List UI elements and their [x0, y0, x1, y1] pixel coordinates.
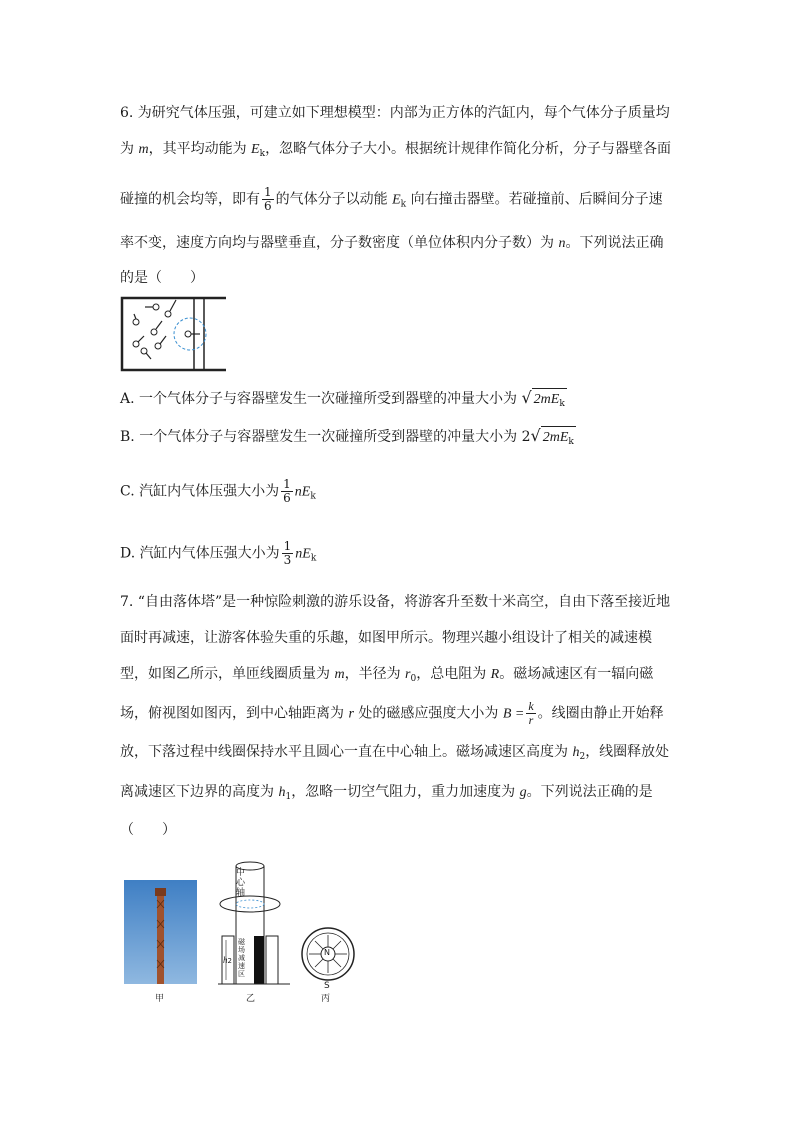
drop-tower-photo — [124, 880, 197, 984]
north-pole-label: N — [324, 948, 330, 957]
q7-line-3: 型，如图乙所示，单匝线圈质量为 m，半径为 $r_0$，总电阻为 R。磁场减速区有一辐向磁 — [120, 666, 654, 684]
q6-option-a: A. 一个气体分子与容器壁发生一次碰撞所受到器壁的冲量大小为 √ $2mE_k$ — [120, 388, 567, 414]
central-axis-label: 中心轴 — [236, 868, 246, 898]
caption-yi: 乙 — [246, 994, 256, 1004]
q7-line-2: 面时再减速，让游客体验失重的乐趣，如图甲所示。物理兴趣小组设计了相关的减速模 — [120, 630, 652, 646]
q6-cylinder-figure — [118, 294, 230, 374]
q7-line-4: 场，俯视图如图丙，到中心轴距离为 r 处的磁感应强度大小为 B = $\frac{k}{r}$ 。线圈由静止开始释 — [120, 699, 664, 727]
deceleration-model-figure — [218, 860, 290, 988]
q6-line-4: 率不变，速度方向均与器壁垂直，分子数密度（单位体积内分子数）为 n。下列说法正确 — [120, 235, 664, 251]
h2-label: h2 — [223, 955, 232, 965]
q6-line-5: 的是（ ） — [120, 270, 204, 286]
q6-option-c: C. 汽缸内气体压强大小为 $\frac{1}{6}$ $nE_k$ — [120, 477, 316, 505]
q7-line-6: 离减速区下边界的高度为 $h_1$，忽略一切空气阻力，重力加速度为 g。下列说法正确的是 — [120, 784, 653, 802]
field-zone-label: 磁场减速区 — [238, 938, 245, 978]
q7-line-5: 放，下落过程中线圈保持水平且圆心一直在中心轴上。磁场减速区高度为 $h_2$，线圈释放处 — [120, 744, 670, 762]
q6-option-d: D. 汽缸内气体压强大小为 $\frac{1}{3}$ $nE_k$ — [120, 539, 317, 567]
q7-line-1: 7. “自由落体塔”是一种惊险刺激的游乐设备，将游客升至数十米高空，自由下落至接近地 — [120, 594, 671, 610]
q6-option-b: B. 一个气体分子与容器壁发生一次碰撞所受到器壁的冲量大小为 2√ $2mE_k$ — [120, 426, 576, 452]
q6-line-1: 6. 为研究气体压强，可建立如下理想模型：内部为正方体的汽缸内，每个气体分子质量均 — [120, 105, 670, 121]
q6-line-2: 为 m，其平均动能为 $E_k$，忽略气体分子大小。根据统计规律作简化分析，分子与器壁各面 — [120, 141, 672, 159]
q6-line-3: 碰撞的机会均等，即有 $\frac{1}{6}$ 的气体分子以动能 $E_k$ 向右撞击器壁。若碰撞前、后瞬间分子速 — [120, 185, 663, 213]
caption-jia: 甲 — [155, 994, 165, 1004]
south-pole-label: S — [324, 981, 330, 991]
caption-bing: 丙 — [321, 994, 331, 1004]
q7-line-7: （ ） — [120, 822, 176, 838]
fraction-one-sixth: $\frac{1}{6}$ — [264, 185, 272, 213]
